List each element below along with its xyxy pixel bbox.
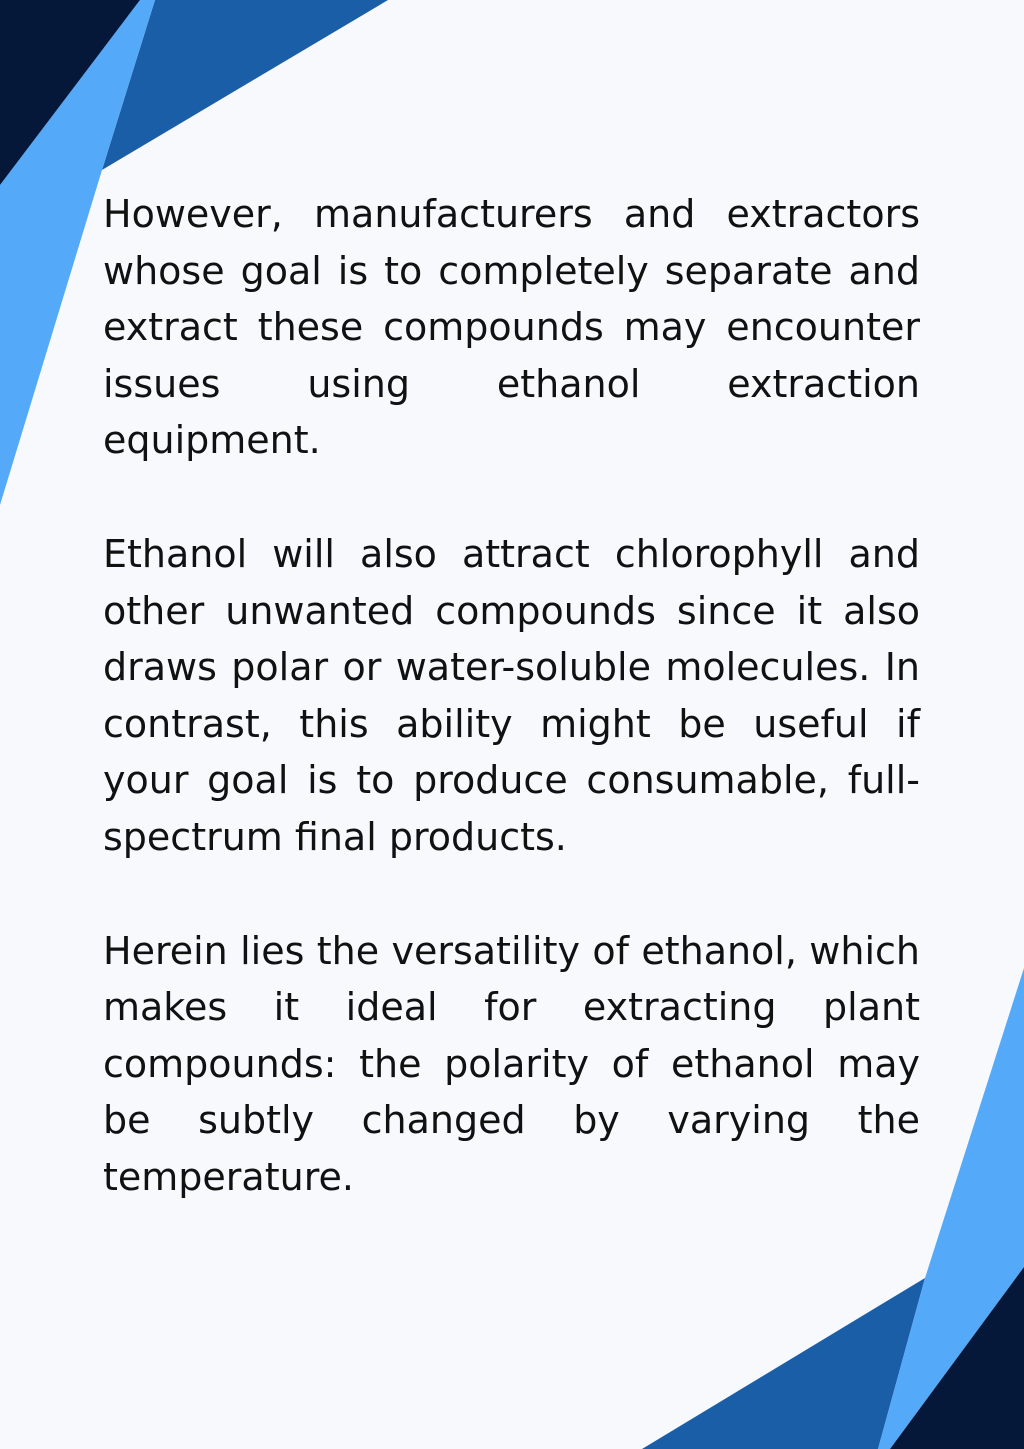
body-text: [103, 186, 920, 1206]
paragraph-chlorophyll: Ethanol will also attract chlorophyll and other unwanted compounds since it also draws polar or water-soluble molecules. In contrast, this ability might be useful if your goal is to produce consumable, full-spectrum final products.: [103, 531, 920, 859]
paragraph-versatility: Herein lies the versatility of ethanol, which makes it ideal for extracting plant compounds: the polarity of ethanol may be subtly changed by varying the temperature.: [103, 928, 920, 1199]
bottom-right-mid-blue-triangle: [642, 1278, 925, 1449]
paragraph-extraction-issues: However, manufacturers and extractors whose goal is to completely separate and extract these compounds may encounter issues using ethanol extraction equipment.: [103, 192, 920, 463]
